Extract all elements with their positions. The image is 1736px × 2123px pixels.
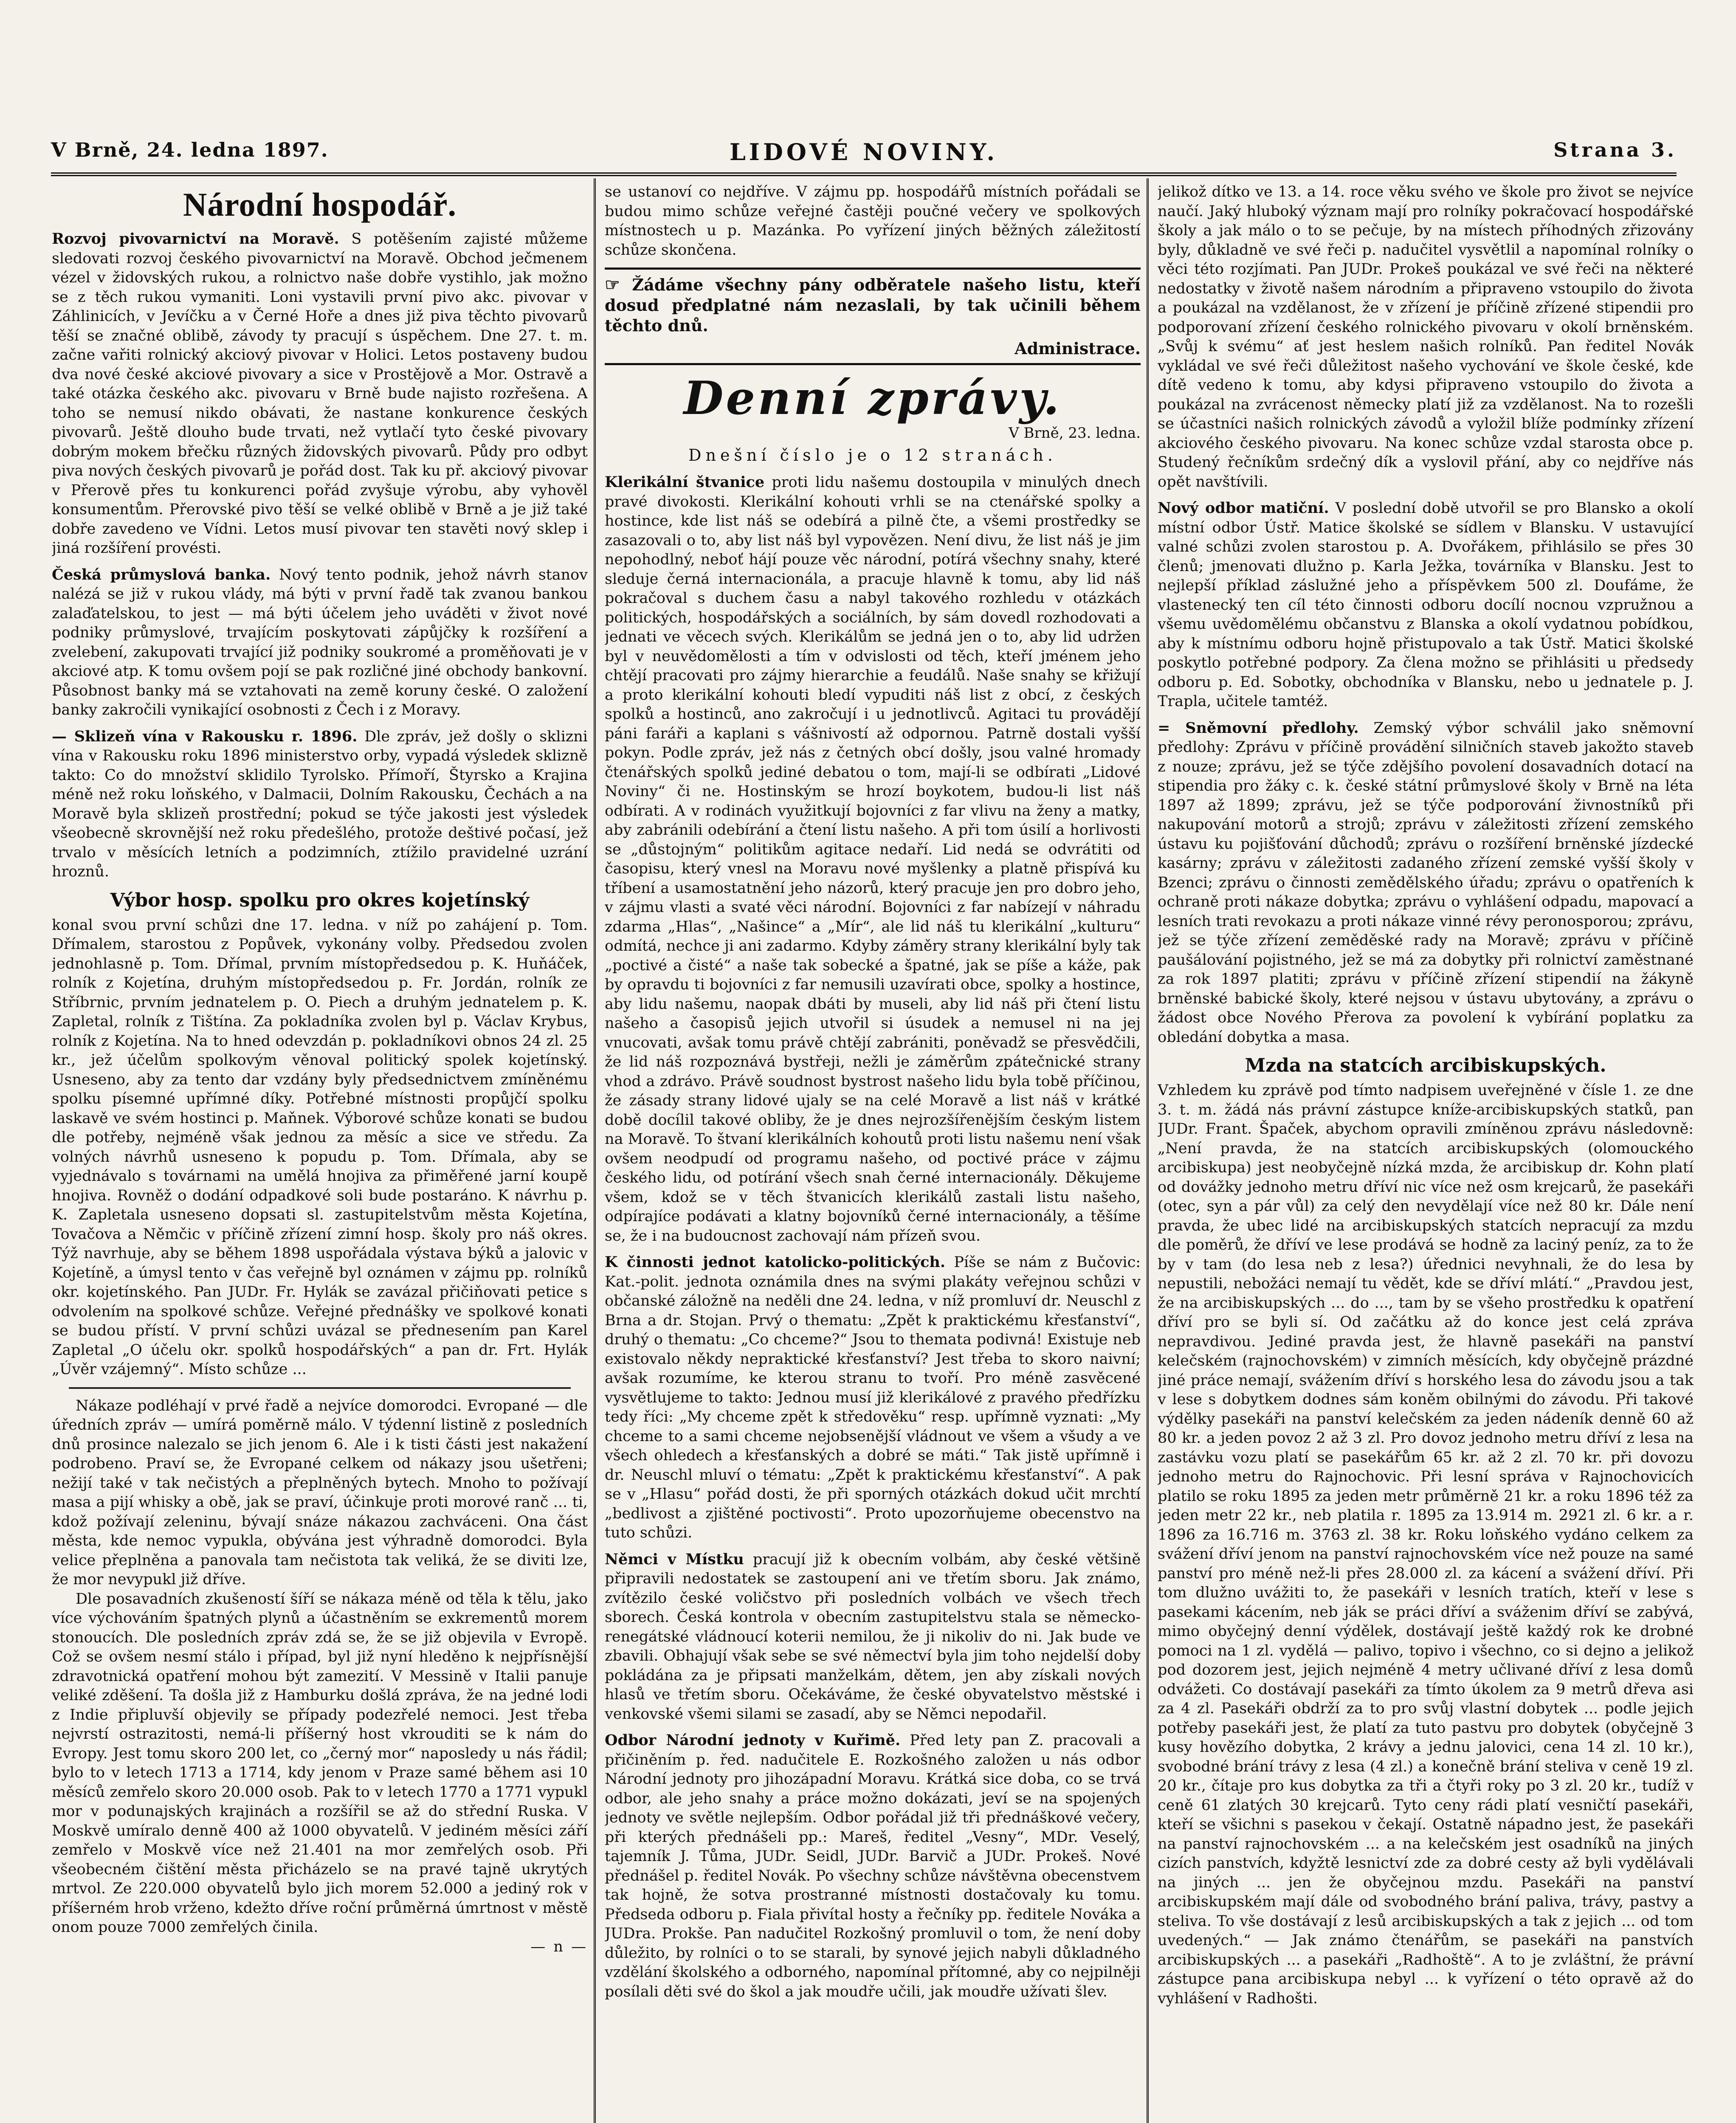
article-text: pracují již k obecním volbám, aby české většině připravili nedostatek se zastoupení ani ve třetím sboru. Jak známo, zvítězilo české voličstvo při posledních volbách ve všech třech sborech. Česká kontrola v obecním zastupitelstvu stala se německo-renegátské vládnoucí koterii nemilou, že ji nikoliv do ni. Jak bude ve zbavili. Obhajují však sebe se své němectví byla jim toho nejdelší doby pokládána za je připsati manželkám, dětem, jen aby získali nových hlasů ve třetím sboru. Očekáváme, že české obyvatelstvo městské i venkovské všemi silami se zasadí, aby se Němci nepodařil. — [605, 1551, 1141, 1723]
article-pivovarnictvi — [52, 229, 588, 558]
article-headline: Nový odbor matiční. — [1158, 499, 1329, 517]
article-mzda-arcibiskupske — [1158, 1054, 1694, 2008]
article-text: Dle posavadních zkušeností šíří se nákaza méně od těla k tělu, jako více výchováním špatných plynů a účastněním se exkrementů morem stonoucích. Dle posledních zpráv zdá se, že se již objevila v Evropě. Což se ovšem nesmí stálo i případ, byl již nyní hleděno k nejpřísnější zdravotnická opatření mohou být zamezití. V Messině v Italii panuje veliké zděšení. Ta došla již z Hamburku došlá zpráva, že na jedné lodi z Indie připluvší objevily se případy podezřelé nemoci. Jest třeba nejvrstí ostrazitosti, nemá-li příšerný host vkrouditi se k nám do Evropy. Jest tomu skoro 200 let, co „černý mor“ naposledy u nás řádil; bylo to v letech 1713 a 1714, kdy jenom v Praze samé během asi 10 měsíců zemřelo skoro 20.000 osob. Pak to v letech 1770 a 1771 vypukl mor v podunajských krajinách a rozšířil se až do střední Ruska. V Moskvě umíralo denně 400 až 1000 obyvatelů. V jediném měsíci září zemřelo v Moskvě více než 21.401 na mor zemřelých osob. Při všeobecném čištění města přicházelo se na pravé tajně ukrytých mrtvol. Ze 220.000 obyvatelů bylo jich morem 52.000 a jediný rok v příšerném hrob vrženo, kdežto dříve roční průměrná úmrtnost v městě onom pouze 7000 zemřelých činila. — [52, 1590, 588, 1936]
article-nemci-v-mistku — [605, 1550, 1141, 1724]
article-vybor-hosp-spolku — [52, 889, 588, 1380]
article-mor — [52, 1397, 588, 1957]
article-klerikalni-stvanice — [605, 473, 1141, 1246]
pointing-hand-icon: ☞ — [605, 275, 620, 295]
article-odbor-maticni — [1158, 498, 1694, 712]
column-1 — [52, 183, 588, 2123]
article-headline: Česká průmyslová banka. — [52, 566, 271, 583]
header-newspaper-title: LIDOVÉ NOVINY. — [729, 138, 998, 166]
issue-note: Dnešní číslo je o 12 stranách. — [688, 445, 1057, 465]
article-text: Zemský výbor schválil jako sněmovní předlohy: Zprávu v příčině provádění silničních staveb jakožto staveb z nouze; zprávu, jež se týče zdějšího povolení dosavadních dotací na stipendia pro žáky c. k. české státní průmyslové školy v Brně na léta 1897 až 1899; zprávu, jež se týče podporování živnostníků při nakupování motorů a strojů; zprávu v záležitosti zřízení zemského ústavu ku pojišťování důchodů; zprávu o rozšíření brněnské jízdecké kasárny; zprávu v záležitosti zadaného zřízení zemské vyšší školy v Bzenci; zprávu o činnosti zemědělského úřadu; zprávu o opatřeních k ochraně proti nákaze dobytka; zprávu o vyhlášení odpadu, mapovací a lesních trati revokazu a proti nákaze vinné révy peronosporou; zprávu, jež se týče zřízení zeměděské rady na Moravě; zprávu v příčině paušálování pojistného, jež se má za dobytky při rolnictví zaměstnané za rok 1897 platiti; zprávu v příčině zřízení stipendií na žákyně brněnské babické školy, které nejsou v ústavu ubytovány, a zprávu o žádost obce Nového Přerova za povolení k vybírání poplatku za obledání dobytka a masa. — [1158, 719, 1694, 1046]
article-odbor-kurim — [605, 1731, 1141, 2002]
column-divider — [594, 178, 596, 2123]
column-3 — [1158, 183, 1694, 2123]
article-sklizen-vina — [52, 727, 588, 882]
dateline: V Brně, 23. ledna. — [1009, 425, 1141, 442]
article-snemovni-predlohy — [1158, 718, 1694, 1047]
article-text: se ustanoví co nejdříve. V zájmu pp. hospodářů místních pořádali se budou mimo schůze veřejné častěji poučné večery ve spolkových místnostech u p. Mazánka. Po vyřízení jiných běžných záležitostí schůze skončena. — [605, 183, 1141, 259]
article-headline: Němci v Místku — [605, 1550, 744, 1568]
article-jednoty-katolicke — [605, 1253, 1141, 1543]
article-text: Vzhledem ku zprávě pod tímto nadpisem uveřejněné v čísle 1. ze dne 3. t. m. žádá nás právní zástupce kníže-arcibiskupských statků, pan JUDr. Frant. Špaček, abychom opravili zmíněnou zprávu následovně: „Není pravda, že na statcích arcibiskupských (olomouckého arcibiskupa) jest neobyčejně nízká mzda, že arcibiskup dr. Kohn platí od dovážky jednoho metru dříví nic více než osm krejcarů, že pasekáři (otec, syn a pár vůl) za celý den nevydělají více než 80 kr. Dále není pravda, že ubec lidé na arcibiskupských statcích nepracují za mzdu dle poměrů, že dříví ve lese prodává se hodně za laciný peníz, za to že by v tam (do lesa neb z lesa?) úřednici nevyhnali, že do lesa by nepustili, nebožáci nemají tu vědět, kde se dříví mlátí.“ „Pravdou jest, že na arcibiskupských ... do ..., tam by se všeho prostředku k opatření dříví pro se byli sí. Od začátku až do konce jest celá zpráva nepravdivou. Jediné pravda jest, že hlavně pasekáři na panství kelečském (rajnochovském) v zimních měsících, kdy obyčejně prázdné jiné práce nemají, svážením dříví s horského lesa do závodu jsou a tak v lese s dobytkem dodnes sám koněm obilnými do závodu. Při takové výdělky pasekáři na panství kelečském za jeden nádeník denně 60 až 80 kr. a jeden povoz 2 až 3 zl. Pro dovoz jednoho metru dříví z lesa na zastávku vozu platí se pasekářům 65 kr. až 2 zl. 70 kr. při dovozu jednoho metru do Rajnochovic. Při lesní správa v Rajnochovicích platilo se roku 1895 za jeden metr průměrně 21 kr. a roku 1896 též za jeden metr 22 kr., neb platila r. 1895 za 13.914 m. 2921 zl. 6 kr. a r. 1896 za 16.716 m. 3763 zl. 38 kr. Roku loňského vydáno celkem za svážení dříví jenom na panství rajnochovském více než pouze na samé panství pro méně než-li přes 28.000 zl. za kácení a svážení dříví. Při tom dlužno uvážiti to, že pasekáři v lesních tratích, kteří v lese s pasekami kácením, neb ják se práci dříví a sváženim dříví se zabývá, mimo obyčejný denní výdělek, dostávají ještě každý rok ke drobné pomoci na 1 zl. vydělá — palivo, topivo i všechno, co si dejno a jelikož pod dozorem jest, jejich nejméně 4 metry učlivané dříví z lesa domů odvážeti. Co dostávají pasekáři za tímto úkolem za 9 metrů dřeva asi za 4 zl. Pasekáři obdrží za to pro svůj vlastní dobytek ... podle jejich potřeby pasekáři jest, že platí za tuto pastvu pro dobytek (obyčejně 3 kusy hovězího dobytka, 2 krávy a jednu jalovici, cena 14 zl. 10 kr.), svobodné brání trávy z lesa (4 zl.) a konečně brání steliva v ceně 19 zl. 20 kr., čítaje pro kus dobytka za tři a čtyři roky po 3 zl. 20 kr., tudíž v ceně 61 zlatých 30 krejcarů. Tyto ceny rádi platí vesničtí pasekáři, kteří se všichni s pasekou v čekají. Ostatně nápadno jest, že pasekáři na panství rajnochovském ... a na kelečském jest osadníků na jiných cizích panstvích, kdyžtě lesnictví zde za dobré cesty až byli vydělávali na jiných ... jen že obyčejnou mzdu. Pasekáři na panství arcibiskupském mají dále od svobodného brání paliva, trávy, pastvy a steliva. To vše dostávají z lesů arcibiskupských a tak z jejich ... od tom uvedených.“ — Jak známo čtenářům, se pasekáři na panstvích arcibiskupských ... a pasekáři „Radhoště“. A to je zvláštní, že právní zástupce pana arcibiskupa nebyl ... k vyřízení o této opravě až do vyhlášení v Radhošti. — [1158, 1082, 1694, 2007]
article-headline: — Sklizeň vína v Rakousku r. 1896. — [52, 727, 358, 745]
article-text: Před lety pan Z. pracovali a přičiněním p. řed. nadučitele E. Rozkošného založen u nás odbor Národní jednoty pro jihozápadní Moravu. Krátká sice doba, co se trvá odbor, ale jeho snahy a práce možno dokázati, jeví se na spojených jednoty ve světle nejlepším. Odbor pořádal již tři přednáškové večery, při kterých přednášeli pp.: Mareš, ředitel „Vesny“, MDr. Veselý, tajemník J. Tůma, JUDr. Seidl, JUDr. Barvič a JUDr. Prokeš. Nové přednášel p. ředitel Novák. Po všechny schůze návštěvna obecenstvem tak hojně, že sotva prostranné místnosti dostačovaly ku tomu. Předseda odboru p. Fiala přivítal hosty a řečníky pp. ředitele Nováka a JUDra. Prokše. Pan nadučitel Rozkošný promluvil o tom, že není doby důležito, by rolníci o to se starali, by synové jejich nabyli důkladného vzdělání školského a odborného, napomínal přítomné, aby co nejpilněji posílali děti své do škol a jak moudře učili, jak moudře užívati šlev. — [605, 1732, 1141, 2000]
article-text: Dle zpráv, jež došly o sklizni vína v Rakousku roku 1896 ministerstvo orby, vypadá výsledek sklizně takto: Co do množství sklidilo Tyrolsko. Přímoří, Štyrsko a Krajina méně než roku loňského, v Dalmacii, Dolním Rakousku, Čechách a na Moravě byla sklizeň prostřední; pokud se týče jakosti jest výsledek všeobecně skrovnější než roku předešlého, protože deštivé počasí, jež trvalo v měsících letních a podzimních, ztížilo pravidelné uzrání hroznů. — [52, 728, 588, 880]
article-text: S potěšením zajisté můžeme sledovati rozvoj českého pivovarnictví na Moravě. Obchod ječmenem vézel v židovských rukou, a rolnictvo naše dobře vystihlo, jak možno se z těch rukou vymaniti. Loni vystavili první pivo akc. pivovar v Záhlinicích, v Jevíčku a v Černé Hoře a dnes již piva těchto pivovarů těší se značné oblibě, závody ty pracují s úspěchem. Dne 27. t. m. začne vařiti rolnický akciový pivovar v Holici. Letos postaveny budou dva nové české akciové pivovary a sice v Prostějově a Mor. Ostravě a také otázka českého akc. pivovaru v Brně bude najisto rozřešena. A toho se nemusí nikdo obávati, že nastane konkurence českých pivovarů. Ještě dlouho bude trvati, než vytlačí tyto české pivovary dobrým mokem břečku různých židovských pivovarů. Půdy pro odbyt piva nových českých pivovarů je pořád dost. Tak ku př. akciový pivovar v Přerově přes tu konkurenci pořád zvyšuje výrobu, aby vyhověl konsumentům. Přerovské pivo těší se velké oblibě v Brně a je již také dobře zavedeno ve Vídni. Letos musí pivovar ten stavěti nový sklep i jiná rozšíření provésti. — [52, 231, 588, 557]
article-text: konal svou první schůzi dne 17. ledna. v níž po zahájení p. Tom. Dřímalem, starostou z Popůvek, vykonány volby. Předsedou zvolen jednohlasně p. Tom. Dřímal, prvním místopředsedou p. K. Huňáček, rolník z Kojetína, druhým místopředsedou p. Fr. Jordán, rolník ze Stříbrnic, prvním jednatelem p. O. Piech a druhým jednatelem p. K. Zapletal, rolník z Tištína. Za pokladníka zvolen byl p. Václav Krybus, rolník z Kojetína. Na to hned odevzdán p. pokladníkovi obnos 24 zl. 25 kr., jež účelům spolkovým věnoval politický spolek kojetínský. Usneseno, aby za tento dar vzdány byly předsednictvem zmíněnému spolku písemné upřímné díky. Potřebné místnosti propůjčí spolku laskavě ve svém hostinci p. Maňnek. Výborové schůze konati se budou dle potřeby, nejméně však jednou za měsíc a sice ve středu. Za volných návrhů usneseno k popudu p. Tom. Dřímala, aby se vyjednávalo s továrnami na umělá hnojiva za přiměřené jarní koupě hnojiva. Rovněž o dodání odpadkové soli bude postaráno. K návrhu p. K. Zapletala usneseno dopsati sl. zastupitelstvům města Kojetína, Tovačova a Němčic v příčině zřízení zimní hosp. školy pro náš okres. Týž navrhuje, aby se během 1898 uspořádala výstava býků a jalovic v Kojetíně, a úmysl tento v čas veřejně byl oznámen v zájmu pp. rolníků okr. kojetínského. Pan JUDr. Fr. Hylák se zavázal přičiňovati petice s odvolením na spolkové schůze. Veřejné přednášky ve spolkové konati se budou přístí. V první schůzi uvázal se přednesením pan Karel Zapletal „O účelu okr. spolků hospodářských“ a pan dr. Frt. Hylák „Úvěr vzájemný“. Místo schůze ... — [52, 916, 588, 1378]
article-text: jelikož dítko ve 13. a 14. roce věku svého ve škole pro život se nejvíce naučí. Jaký hluboký význam mají pro rolníky pokračovací hospodářské školy a jak málo o to se pečuje, by na místech příhodných zřizovány byly, důkladně ve své řeči p. nadučitel vysvětlil a napomínal rolníky o věci této rozjímati. Pan JUDr. Prokeš poukázal ve své řeči na některé nedostatky v životě našem národním a připraveno vstoupilo do života a poukázal na vzdělanost, že v zřízení je příčině zřízené stipendii pro podporovaní zřízení českého rolnického pivovaru v okolí brněnském. „Svůj k svému“ ať jest heslem našich rolníků. Pan ředitel Novák vykládal ve své řeči důležitost našeho vychování ve škole české, kde dítě vedeno k tomu, aby kdysi připraveno vstoupilo do života a poukázal na zvrácenost německy platí již za vzdělanost. Na to rozešli se účastníci našich rolnických závodů a vyložil blíže podmínky zřízení akciového českého pivovaru. Na konec schůze vzdal starosta obce p. Studený řečníkům srdečný dík a vyslovil přání, aby co nejdříve nás opět navštívili. — [1158, 183, 1694, 490]
column-2 — [605, 183, 1141, 2123]
article-prumyslova-banka — [52, 565, 588, 720]
article-headline: Klerikální štvanice — [605, 473, 765, 491]
section-title: Národní hospodář. — [183, 186, 457, 223]
column-divider — [1147, 178, 1149, 2123]
article-continuation — [605, 183, 1141, 260]
subscription-notice — [605, 267, 1141, 365]
article-continuation — [1158, 183, 1694, 492]
article-headline: Rozvoj pivovarnictví na Moravě. — [52, 230, 339, 248]
article-headline: Odbor Národní jednoty v Kuřimě. — [605, 1732, 901, 1749]
article-text: proti lidu našemu dostoupila v minulých dnech pravé divokosti. Klerikální kohouti vrhli se na ctenářské spolky a hostince, kde list náš se odebírá a pilně čte, a všemi prostředky se zasazovali o to, aby list náš byl vypovězen. Není divu, že list náš je jim nepohodlný, neboť hájí pouze věc národní, potírá všechny snahy, které sleduje černá internacionála, a pracuje hlavně k tomu, aby lid náš pokračoval s duchem času a nabyl takového rozhledu v otázkách politických, hospodářských a sociálních, by sám dovedl rozhodovati a jednati ve věcech svých. Klerikálům se jedná jen o to, aby lid udržen byl v neuvědomělosti a tím v odvislosti od těch, kteří jménem jeho chtějí pracovati pro zájmy hierarchie a feudálů. Naše snahy se křižují a proto klerikální kohouti bledí vypuditi náš list z obcí, z českých spolků a hostinců, ano zakročují i u jednotlivců. Agitaci tu provádějí páni faráři a kaplani s vášnivostí až odpornou. Patrně dostali vyšší pokyn. Podle zpráv, jež nás z četných obcí došly, jsou valné hromady čtenářských spolků jediné debatou o tom, mají-li se odbírati „Lidové Noviny“ či ne. Hostinským se hrozí boykotem, budou-li list náš odbírati. A v rodinách využitkují bojovníci z far vlivu na ženy a matky, aby zabránili odebírání a čtení listu našeho. A při tom úsilí a horlivosti se „důstojným“ politikům agitace nedaří. Lid nedá se odvrátiti od časopisu, který vnesl na Moravu nové myšlenky a platně přispívá ku tříbení a usamostatnění jeho názorů, který pracuje jen pro dobro jeho, v zájmu vlasti a svaté věci národní. Bojovníci z far nabízejí v náhradu zdarma „Hlas“, „Našince“ a „Mír“, ale lid náš tu klerikální „kulturu“ odmítá, nechce ji ani zadarmo. Kdyby záměry strany klerikální byly tak „poctivé a čisté“ a naše tak sobecké a špatné, jak se píše a káže, pak by opravdu ti bojovníci z far nemusili uzavírati obce, spolky a hostince, aby lidu našemu, naopak dbáti by museli, aby lid náš při čtení listu našeho a časopisů jejich utvořil si úsudek a nemusel ni na jej vnucovati, avšak tomu právě chtějí zabrániti, poněvadž se přesvědčili, že lid náš rozpoznává bystřeji, nežli je záměrům zpátečnické strany vhod a zdrávo. Právě soudnost bystrost našeho lidu byla tobě příčinou, že zásady strany lidové ujaly se na celé Moravě a list náš v krátké době docílil takové obliby, že je dnes nejrozšířenějším českým listem na Moravě. To štvaní klerikálních kohoutů proti listu našemu není však ovšem neodpudí od programu našeho, od poctivé práce v zájmu českého lidu, od potírání všech snah černé internacionály. Děkujeme všem, kdož se v těch štvanicích klerikálů zastali listu našeho, odpírajíce podávati a klatny bojovníků černé internacionály, a těšíme se, že i na budoucnost zachovají nám přízeň svou. — [605, 474, 1141, 1245]
article-headline: Mzda na statcích arcibiskupských. — [1245, 1055, 1606, 1076]
article-signature: — n — — [530, 1938, 588, 1955]
header-place-date: V Brně, 24. ledna 1897. — [51, 138, 329, 161]
running-header — [51, 138, 1677, 177]
article-headline: K činnosti jednot katolicko-politických. — [605, 1253, 946, 1271]
article-text: Píše se nám z Bučovic: Kat.-polit. jednota oznámila dnes na svými plakáty veřejnou schůzi v občanské záložně na neděli dne 24. ledna, v níž promluví dr. Neuschl z Brna a dr. Stojan. Prvý o thematu: „Zpět k praktickému křesťanství“, druhý o thematu: „Co chceme?“ Jsou to themata podivná! Existuje neb existovalo někdy nepraktické křesťanství? Jest třeba to skoro naivní; avšak rozumíme, ke kterou stranu to tvoří. Pro méně zasvěcené vysvětlujeme to takto: Jednou musí již klerikálové z pravého předřízku tedy říci: „My chceme zpět k středověku“ resp. upřímně vyznati: „My chceme to a sami chceme nejobsenější vládnout ve všem a všudy a ve všech ohledech a křesťanských a dobré se máti.“ Tak jistě upřímně i dr. Neuschl mluví o tématu: „Zpět k praktickému křesťanství“. A pak se v „Hlasu“ pořád dosti, že při sporných otázkách dokud učit mrchtí „bedlivost a zjištěné poctivosti“. Proto upozorňujeme obecenstvo na tuto schůzi. — [605, 1254, 1141, 1541]
article-text: Nový tento podnik, jehož návrh stanov nalézá se již v rukou vlády, má býti v první řadě tak zvanou bankou zalaďatelskou, to jest — má býti účelem jeho uváděti v život nové podniky průmyslové, trvajícím poskytovati zápůjčky k rozšíření a zvelebení, zakupovati trvající již podniky soukromé a proměňovati je v akciové atp. K tomu ovšem pojí se pak rozličné jiné obchody bankovní. Působnost banky má se vztahovati na země koruny české. O založení banky zakročili vynikající osobnosti z Čech i z Moravy. — [52, 566, 588, 718]
article-headline: = Sněmovní předlohy. — [1158, 719, 1359, 737]
notice-signature: Administrace. — [1015, 339, 1141, 358]
header-rule — [51, 172, 1677, 176]
section-title: Denní zprávy. — [683, 372, 1062, 425]
article-text: V poslední době utvořil se pro Blansko a okolí místní odbor Ústř. Matice školské se sídlem v Blansku. V ustavující valné schůzi zvolen starostou p. A. Dvořákem, přihlásilo se přes 30 členů; jmenovati dlužno p. Karla Ježka, továrníka v Blansku. Jest to nejlepší příklad záslužné jeho a příspěvkem 500 zl. Doufáme, že vlastenecký ten cíl této činnosti odboru docílí nocnou vzpružnou a všemu uvědomělému občanstvu z Blanska a okolí vydatnou pobídkou, aby k místnímu odboru hojně přistupovalo a tak Ústř. Matici školské poskytlo potřebné podpory. Za člena možno se přihlásiti u předsedy odboru p. Ed. Sobotky, obchodníka v Blansku, nebo u jednatele p. J. Trapla, učitele tamtéž. — [1158, 500, 1694, 710]
article-text: Nákaze podléhají v prvé řadě a nejvíce domorodci. Evropané — dle úředních zpráv — umírá poměrně málo. V týdenní listině z posledních dnů prosince nalezalo se jich jenom 6. Ale i k tisti části jest nakažení podrobeno. Praví se, že Evropané celkem od nákazy jsou ušetřeni; nežijí také v tak nečistých a přeplněných bytech. Mnoho to požívají masa a pijí whisky a obě, jak se praví, účinkuje proti morové ranč ... ti, kdož požívají zeleninu, bývají snáze nákazou zachváceni. Ona část města, kde nemoc vypukla, obývána jest výhradně domorodci. Byla velice přeplněna a panovala tam nečistota tak veliká, že se diviti lze, že mor nevypukl již dříve. — [52, 1397, 588, 1588]
article-headline: Výbor hosp. spolku pro okres kojetínský — [110, 889, 530, 911]
header-page-number: Strana 3. — [1553, 138, 1677, 161]
notice-text: Žádáme všechny pány odběratele našeho listu, kteří dosud předplatné nám nezaslali, by tak učinili během těchto dnů. — [605, 275, 1141, 335]
article-separator — [69, 1387, 571, 1389]
